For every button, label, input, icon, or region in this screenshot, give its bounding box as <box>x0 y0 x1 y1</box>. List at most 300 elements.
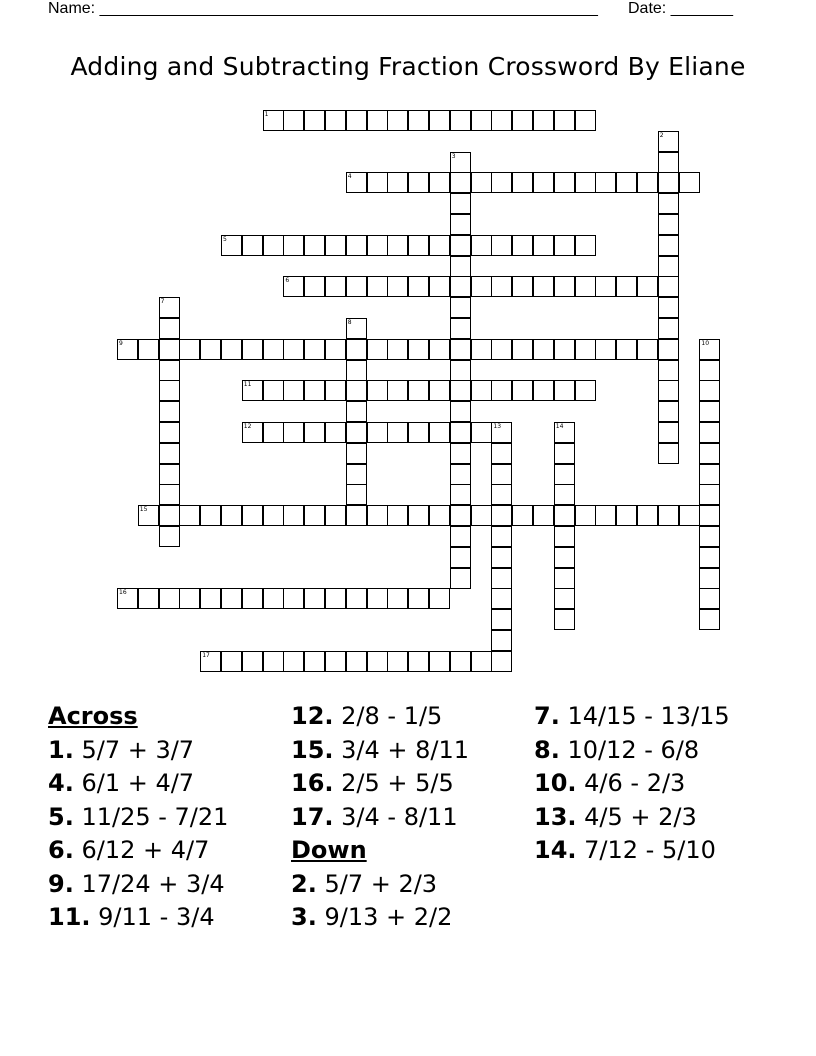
crossword-cell[interactable] <box>658 380 679 401</box>
crossword-cell[interactable] <box>367 110 388 131</box>
clue-text: 5/7 + 2/3 <box>316 869 438 898</box>
crossword-cell[interactable] <box>491 568 512 589</box>
crossword-cell[interactable] <box>471 505 492 526</box>
crossword-cell[interactable] <box>346 464 367 485</box>
crossword-cell[interactable] <box>450 172 471 193</box>
crossword-cell[interactable] <box>263 110 284 131</box>
crossword-cell[interactable] <box>221 235 242 256</box>
clue-down-8 <box>534 736 769 764</box>
crossword-cell[interactable] <box>346 110 367 131</box>
cell-number: 13 <box>493 423 502 430</box>
clue-number: 12. <box>291 702 334 730</box>
crossword-cell[interactable] <box>263 588 284 609</box>
crossword-cell[interactable] <box>512 235 533 256</box>
crossword-cell[interactable] <box>450 380 471 401</box>
crossword-cell[interactable] <box>637 172 658 193</box>
crossword-cell[interactable] <box>658 276 679 297</box>
crossword-cell[interactable] <box>658 297 679 318</box>
crossword-cell[interactable] <box>429 339 450 360</box>
crossword-cell[interactable] <box>325 651 346 672</box>
crossword-cell[interactable] <box>263 339 284 360</box>
crossword-cell[interactable] <box>346 235 367 256</box>
crossword-cell[interactable] <box>450 401 471 422</box>
crossword-cell[interactable] <box>325 505 346 526</box>
crossword-cell[interactable] <box>637 505 658 526</box>
crossword-cell[interactable] <box>699 464 720 485</box>
crossword-cell[interactable] <box>283 276 304 297</box>
crossword-cell[interactable] <box>387 276 408 297</box>
crossword-cell[interactable] <box>554 276 575 297</box>
crossword-cell[interactable] <box>699 547 720 568</box>
crossword-cell[interactable] <box>304 422 325 443</box>
crossword-cell[interactable] <box>408 110 429 131</box>
crossword-cell[interactable] <box>699 505 720 526</box>
crossword-cell[interactable] <box>367 380 388 401</box>
crossword-cell[interactable] <box>658 131 679 152</box>
crossword-cell[interactable] <box>429 651 450 672</box>
crossword-cell[interactable] <box>512 380 533 401</box>
crossword-cell[interactable] <box>450 235 471 256</box>
crossword-cell[interactable] <box>471 276 492 297</box>
crossword-cell[interactable] <box>346 651 367 672</box>
crossword-cell[interactable] <box>304 339 325 360</box>
crossword-cell[interactable] <box>491 380 512 401</box>
crossword-cell[interactable] <box>325 588 346 609</box>
crossword-cell[interactable] <box>450 505 471 526</box>
crossword-cell[interactable] <box>491 235 512 256</box>
crossword-cell[interactable] <box>699 609 720 630</box>
crossword-cell[interactable] <box>408 651 429 672</box>
crossword-cell[interactable] <box>699 422 720 443</box>
clue-across-11 <box>48 903 283 931</box>
crossword-cell[interactable] <box>387 172 408 193</box>
clue-text: 3/4 - 8/11 <box>333 802 458 831</box>
crossword-cell[interactable] <box>699 380 720 401</box>
crossword-cell[interactable] <box>263 505 284 526</box>
crossword-cell[interactable] <box>554 588 575 609</box>
crossword-cell[interactable] <box>658 193 679 214</box>
clue-across-6 <box>48 836 283 864</box>
crossword-cell[interactable] <box>575 110 596 131</box>
crossword-cell[interactable] <box>450 339 471 360</box>
crossword-cell[interactable] <box>491 422 512 443</box>
clue-number: 17. <box>291 802 334 831</box>
crossword-cell[interactable] <box>429 380 450 401</box>
crossword-cell[interactable] <box>179 339 200 360</box>
crossword-cell[interactable] <box>304 380 325 401</box>
crossword-cell[interactable] <box>554 505 575 526</box>
crossword-cell[interactable] <box>283 422 304 443</box>
crossword-cell[interactable] <box>491 110 512 131</box>
crossword-cell[interactable] <box>450 651 471 672</box>
crossword-cell[interactable] <box>450 193 471 214</box>
clue-number: 15. <box>291 735 334 764</box>
crossword-cell[interactable] <box>159 297 180 318</box>
crossword-cell[interactable] <box>699 339 720 360</box>
crossword-cell[interactable] <box>616 276 637 297</box>
crossword-cell[interactable] <box>387 339 408 360</box>
crossword-cell[interactable] <box>408 172 429 193</box>
crossword-cell[interactable] <box>346 276 367 297</box>
crossword-cell[interactable] <box>179 588 200 609</box>
cell-number: 14 <box>555 423 564 430</box>
crossword-cell[interactable] <box>429 505 450 526</box>
crossword-cell[interactable] <box>658 235 679 256</box>
crossword-cell[interactable] <box>450 526 471 547</box>
crossword-cell[interactable] <box>575 505 596 526</box>
crossword-cell[interactable] <box>616 505 637 526</box>
crossword-cell[interactable] <box>512 172 533 193</box>
crossword-cell[interactable] <box>554 547 575 568</box>
crossword-cell[interactable] <box>471 235 492 256</box>
clue-number: 14. <box>534 836 577 864</box>
crossword-cell[interactable] <box>387 588 408 609</box>
clue-across-5 <box>48 803 283 831</box>
clue-down-3 <box>291 903 526 931</box>
crossword-cell[interactable] <box>491 172 512 193</box>
crossword-cell[interactable] <box>575 339 596 360</box>
crossword-cell[interactable] <box>159 380 180 401</box>
crossword-cell[interactable] <box>242 422 263 443</box>
crossword-cell[interactable] <box>699 484 720 505</box>
crossword-cell[interactable] <box>491 443 512 464</box>
crossword-cell[interactable] <box>658 318 679 339</box>
crossword-cell[interactable] <box>429 588 450 609</box>
crossword-cell[interactable] <box>283 235 304 256</box>
crossword-cell[interactable] <box>658 256 679 277</box>
crossword-cell[interactable] <box>450 360 471 381</box>
crossword-cell[interactable] <box>554 235 575 256</box>
crossword-cell[interactable] <box>159 526 180 547</box>
crossword-cell[interactable] <box>346 380 367 401</box>
down-heading: Down <box>291 836 367 864</box>
clue-text: 9/11 - 3/4 <box>90 903 215 931</box>
crossword-cell[interactable] <box>699 401 720 422</box>
crossword-cell[interactable] <box>554 110 575 131</box>
crossword-cell[interactable] <box>263 380 284 401</box>
crossword-cell[interactable] <box>408 380 429 401</box>
crossword-cell[interactable] <box>159 318 180 339</box>
crossword-cell[interactable] <box>637 276 658 297</box>
crossword-cell[interactable] <box>283 110 304 131</box>
clue-number: 13. <box>534 802 577 831</box>
crossword-cell[interactable] <box>533 505 554 526</box>
crossword-cell[interactable] <box>200 339 221 360</box>
cell-number: 11 <box>243 381 252 389</box>
crossword-cell[interactable] <box>159 339 180 360</box>
crossword-cell[interactable] <box>242 505 263 526</box>
crossword-cell[interactable] <box>387 422 408 443</box>
clues-column-1 <box>48 702 283 937</box>
crossword-cell[interactable] <box>616 172 637 193</box>
crossword-cell[interactable] <box>304 110 325 131</box>
crossword-cell[interactable] <box>491 276 512 297</box>
crossword-cell[interactable] <box>450 318 471 339</box>
crossword-cell[interactable] <box>283 588 304 609</box>
crossword-cell[interactable] <box>117 339 138 360</box>
crossword-cell[interactable] <box>304 276 325 297</box>
clue-number: 7. <box>534 702 560 730</box>
crossword-cell[interactable] <box>221 505 242 526</box>
crossword-cell[interactable] <box>304 588 325 609</box>
crossword-cell[interactable] <box>699 360 720 381</box>
crossword-cell[interactable] <box>408 235 429 256</box>
clue-text: 5/7 + 3/7 <box>73 735 195 764</box>
crossword-cell[interactable] <box>138 339 159 360</box>
crossword-cell[interactable] <box>408 505 429 526</box>
crossword-cell[interactable] <box>533 235 554 256</box>
crossword-cell[interactable] <box>263 651 284 672</box>
crossword-cell[interactable] <box>242 651 263 672</box>
crossword-cell[interactable] <box>408 422 429 443</box>
crossword-cell[interactable] <box>387 651 408 672</box>
crossword-cell[interactable] <box>283 505 304 526</box>
crossword-cell[interactable] <box>429 110 450 131</box>
crossword-cell[interactable] <box>367 651 388 672</box>
crossword-cell[interactable] <box>491 526 512 547</box>
crossword-cell[interactable] <box>346 505 367 526</box>
clue-text: 10/12 - 6/8 <box>559 735 700 764</box>
cell-number: 17 <box>202 651 210 659</box>
crossword-cell[interactable] <box>159 484 180 505</box>
crossword-cell[interactable] <box>117 588 138 609</box>
crossword-cell[interactable] <box>304 505 325 526</box>
crossword-cell[interactable] <box>304 651 325 672</box>
crossword-cell[interactable] <box>491 505 512 526</box>
crossword-cell[interactable] <box>450 443 471 464</box>
crossword-cell[interactable] <box>554 443 575 464</box>
crossword-cell[interactable] <box>491 630 512 651</box>
crossword-cell[interactable] <box>367 276 388 297</box>
crossword-cell[interactable] <box>367 505 388 526</box>
crossword-cell[interactable] <box>450 276 471 297</box>
crossword-cell[interactable] <box>346 318 367 339</box>
crossword-cell[interactable] <box>533 110 554 131</box>
crossword-cell[interactable] <box>429 422 450 443</box>
crossword-cell[interactable] <box>554 172 575 193</box>
crossword-cell[interactable] <box>575 235 596 256</box>
crossword-cell[interactable] <box>179 505 200 526</box>
crossword-cell[interactable] <box>471 110 492 131</box>
crossword-cell[interactable] <box>159 505 180 526</box>
crossword-cell[interactable] <box>658 152 679 173</box>
clue-text: 9/13 + 2/2 <box>316 903 453 931</box>
clue-text: 6/12 + 4/7 <box>73 836 210 864</box>
crossword-cell[interactable] <box>471 339 492 360</box>
crossword-cell[interactable] <box>699 526 720 547</box>
crossword-cell[interactable] <box>325 110 346 131</box>
crossword-cell[interactable] <box>159 360 180 381</box>
crossword-cell[interactable] <box>387 110 408 131</box>
crossword-cell[interactable] <box>658 214 679 235</box>
crossword-cell[interactable] <box>575 172 596 193</box>
crossword-cell[interactable] <box>325 422 346 443</box>
crossword-cell[interactable] <box>325 276 346 297</box>
crossword-cell[interactable] <box>346 484 367 505</box>
crossword-cell[interactable] <box>387 235 408 256</box>
crossword-cell[interactable] <box>471 651 492 672</box>
crossword-cell[interactable] <box>554 609 575 630</box>
crossword-cell[interactable] <box>408 588 429 609</box>
crossword-cell[interactable] <box>679 505 700 526</box>
crossword-cell[interactable] <box>491 464 512 485</box>
crossword-cell[interactable] <box>533 276 554 297</box>
crossword-cell[interactable] <box>471 172 492 193</box>
cell-number: 10 <box>701 339 710 347</box>
crossword-cell[interactable] <box>346 360 367 381</box>
crossword-cell[interactable] <box>637 339 658 360</box>
crossword-cell[interactable] <box>346 401 367 422</box>
crossword-cell[interactable] <box>699 443 720 464</box>
crossword-cell[interactable] <box>450 464 471 485</box>
crossword-cell[interactable] <box>346 422 367 443</box>
crossword-cell[interactable] <box>200 651 221 672</box>
cell-number: 9 <box>119 339 123 347</box>
crossword-cell[interactable] <box>512 339 533 360</box>
crossword-cell[interactable] <box>429 235 450 256</box>
crossword-cell[interactable] <box>283 380 304 401</box>
crossword-cell[interactable] <box>658 172 679 193</box>
clue-text: 6/1 + 4/7 <box>73 769 195 797</box>
clue-number: 10. <box>534 769 577 797</box>
crossword-cell[interactable] <box>138 505 159 526</box>
crossword-cell[interactable] <box>429 276 450 297</box>
crossword-cell[interactable] <box>658 339 679 360</box>
crossword-cell[interactable] <box>699 588 720 609</box>
crossword-cell[interactable] <box>512 110 533 131</box>
crossword-cell[interactable] <box>554 484 575 505</box>
clue-text: 4/6 - 2/3 <box>576 769 686 797</box>
crossword-cell[interactable] <box>450 152 471 173</box>
crossword-cell[interactable] <box>491 588 512 609</box>
crossword-cell[interactable] <box>159 464 180 485</box>
crossword-cell[interactable] <box>346 339 367 360</box>
crossword-cell[interactable] <box>450 214 471 235</box>
crossword-cell[interactable] <box>512 505 533 526</box>
crossword-cell[interactable] <box>533 172 554 193</box>
crossword-cell[interactable] <box>450 568 471 589</box>
crossword-cell[interactable] <box>138 588 159 609</box>
crossword-cell[interactable] <box>554 339 575 360</box>
crossword-cell[interactable] <box>242 380 263 401</box>
crossword-cell[interactable] <box>283 339 304 360</box>
crossword-cell[interactable] <box>575 276 596 297</box>
clue-across-12 <box>291 702 526 730</box>
clues-column-3 <box>534 702 769 870</box>
crossword-cell[interactable] <box>658 422 679 443</box>
crossword-cell[interactable] <box>325 339 346 360</box>
crossword-cell[interactable] <box>221 651 242 672</box>
crossword-cell[interactable] <box>221 588 242 609</box>
crossword-cell[interactable] <box>450 297 471 318</box>
crossword-cell[interactable] <box>658 401 679 422</box>
crossword-cell[interactable] <box>242 588 263 609</box>
crossword-cell[interactable] <box>325 380 346 401</box>
clue-text: 17/24 + 3/4 <box>73 869 225 898</box>
crossword-cell[interactable] <box>595 339 616 360</box>
crossword-cell[interactable] <box>367 172 388 193</box>
crossword-cell[interactable] <box>616 339 637 360</box>
crossword-cell[interactable] <box>554 422 575 443</box>
crossword-cell[interactable] <box>346 588 367 609</box>
crossword-cell[interactable] <box>512 276 533 297</box>
crossword-cell[interactable] <box>533 380 554 401</box>
crossword-cell[interactable] <box>200 588 221 609</box>
crossword-cell[interactable] <box>387 505 408 526</box>
crossword-cell[interactable] <box>595 172 616 193</box>
crossword-cell[interactable] <box>679 172 700 193</box>
crossword-cell[interactable] <box>159 401 180 422</box>
crossword-cell[interactable] <box>491 609 512 630</box>
crossword-cell[interactable] <box>471 380 492 401</box>
crossword-cell[interactable] <box>367 235 388 256</box>
crossword-cell[interactable] <box>554 526 575 547</box>
crossword-cell[interactable] <box>699 568 720 589</box>
crossword-cell[interactable] <box>595 505 616 526</box>
crossword-cell[interactable] <box>408 339 429 360</box>
clue-across-17 <box>291 803 526 831</box>
crossword-cell[interactable] <box>658 443 679 464</box>
crossword-cell[interactable] <box>346 172 367 193</box>
crossword-cell[interactable] <box>491 339 512 360</box>
crossword-cell[interactable] <box>242 235 263 256</box>
crossword-cell[interactable] <box>450 110 471 131</box>
crossword-cell[interactable] <box>367 422 388 443</box>
crossword-cell[interactable] <box>491 547 512 568</box>
crossword-cell[interactable] <box>533 339 554 360</box>
crossword-cell[interactable] <box>450 484 471 505</box>
clue-number: 2. <box>291 869 317 898</box>
crossword-cell[interactable] <box>221 339 242 360</box>
crossword-cell[interactable] <box>554 380 575 401</box>
crossword-cell[interactable] <box>429 172 450 193</box>
cell-number: 6 <box>285 277 290 285</box>
clue-number: 6. <box>48 836 74 864</box>
crossword-cell[interactable] <box>325 235 346 256</box>
crossword-cell[interactable] <box>658 505 679 526</box>
crossword-cell[interactable] <box>408 276 429 297</box>
crossword-cell[interactable] <box>242 339 263 360</box>
crossword-cell[interactable] <box>263 235 284 256</box>
crossword-cell[interactable] <box>263 422 284 443</box>
clue-down-13 <box>534 803 769 831</box>
crossword-cell[interactable] <box>367 339 388 360</box>
crossword-cell[interactable] <box>367 588 388 609</box>
crossword-cell[interactable] <box>658 360 679 381</box>
crossword-cell[interactable] <box>450 547 471 568</box>
crossword-cell[interactable] <box>200 505 221 526</box>
crossword-cell[interactable] <box>554 464 575 485</box>
clue-number: 4. <box>48 769 74 797</box>
crossword-cell[interactable] <box>554 568 575 589</box>
crossword-cell[interactable] <box>575 380 596 401</box>
crossword-cell[interactable] <box>491 484 512 505</box>
crossword-cell[interactable] <box>471 422 492 443</box>
crossword-cell[interactable] <box>387 380 408 401</box>
crossword-cell[interactable] <box>304 235 325 256</box>
crossword-cell[interactable] <box>159 588 180 609</box>
crossword-cell[interactable] <box>595 276 616 297</box>
crossword-cell[interactable] <box>283 651 304 672</box>
clue-across-9 <box>48 870 283 898</box>
crossword-cell[interactable] <box>491 651 512 672</box>
crossword-cell[interactable] <box>346 443 367 464</box>
clue-number: 3. <box>291 903 317 931</box>
crossword-cell[interactable] <box>159 422 180 443</box>
crossword-cell[interactable] <box>159 443 180 464</box>
crossword-cell[interactable] <box>450 422 471 443</box>
crossword-cell[interactable] <box>450 256 471 277</box>
